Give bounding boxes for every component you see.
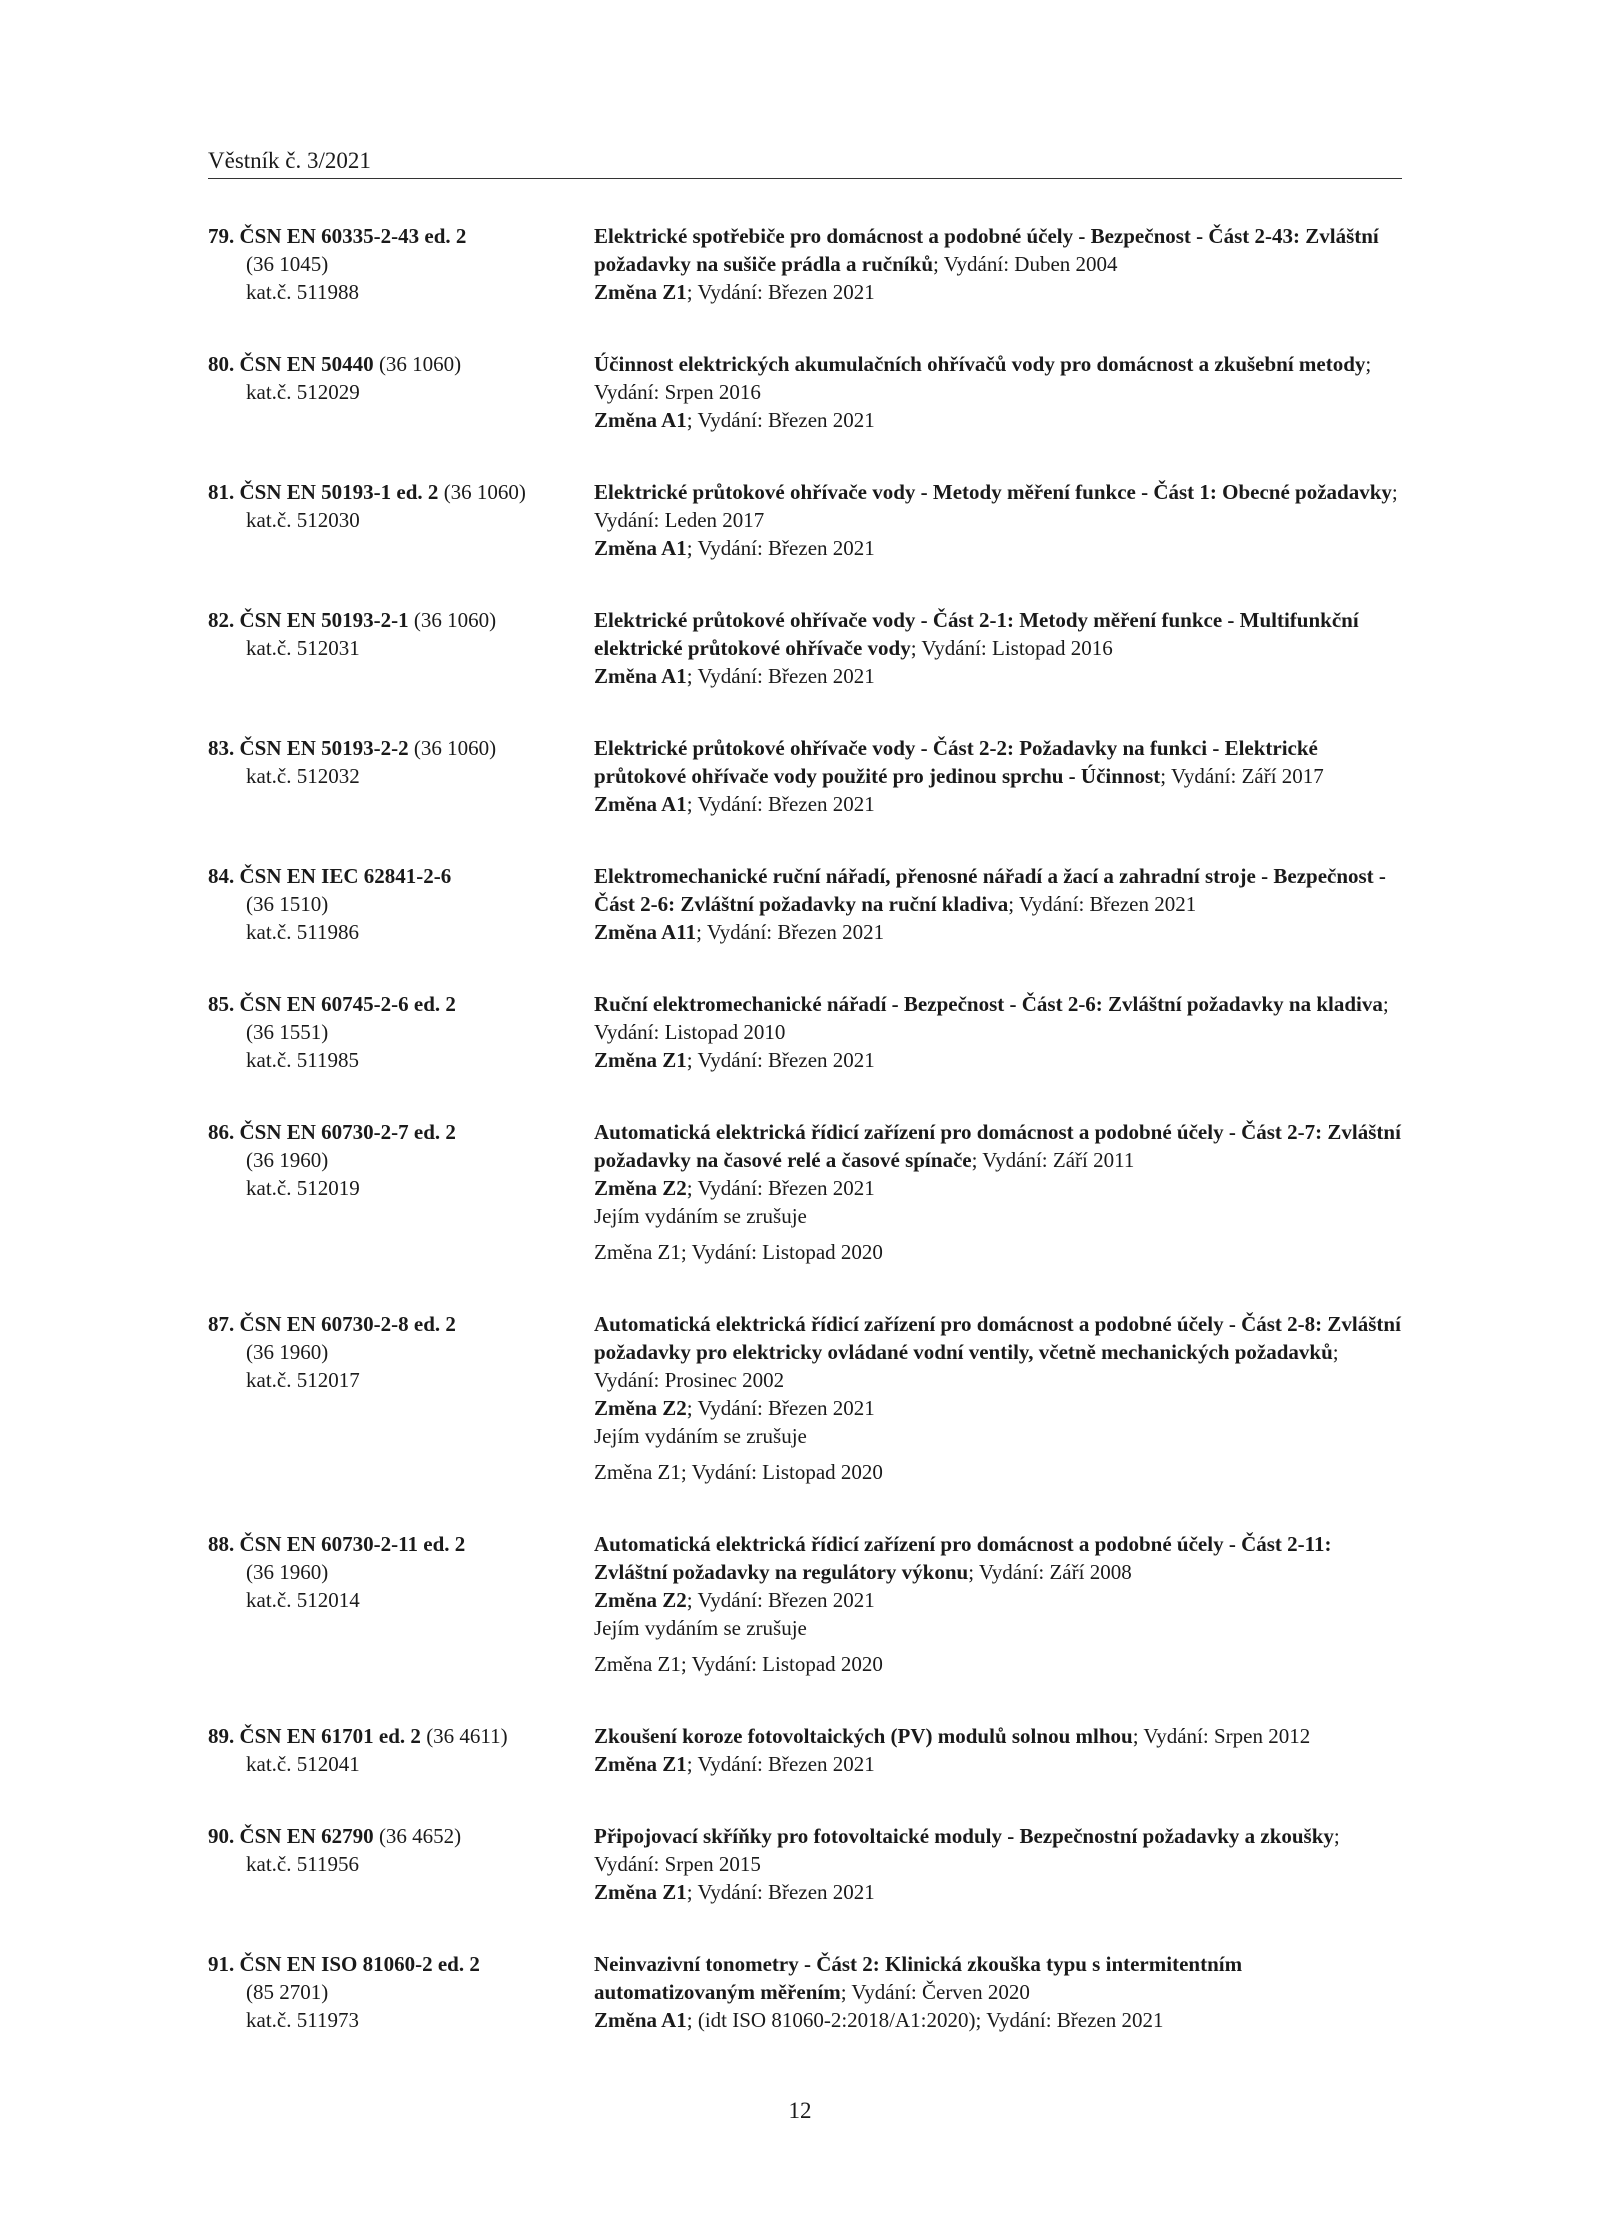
amendment-edition: ; Vydání: Březen 2021 [686, 1396, 875, 1420]
standard-details [594, 862, 1402, 946]
page-header [208, 146, 1402, 179]
standard-edition: ; Vydání: Září 2008 [968, 1560, 1132, 1584]
catalog-number: kat.č. 512014 [246, 1588, 360, 1612]
classification-number: (85 2701) [246, 1980, 329, 2004]
amendment-label: Změna Z2 [594, 1588, 687, 1612]
standard-identifier [208, 606, 594, 690]
amendment-label: Změna Z2 [594, 1396, 687, 1420]
standard-details [594, 1118, 1402, 1266]
standard-title: Automatická elektrická řídicí zařízení pro domácnost a podobné účely - Část 2-8: Zvláštní požadavky pro elektricky ovládané vodní ventily, včetně mechanických požadavků [594, 1312, 1401, 1364]
standard-edition: ; Vydání: Srpen 2015 [594, 1824, 1340, 1876]
standard-code-line [208, 1950, 594, 1978]
standard-details [594, 734, 1402, 818]
amendment-edition: ; Vydání: Březen 2021 [686, 792, 875, 816]
amendment-label: Změna A1 [594, 664, 687, 688]
amendment-line [594, 918, 1402, 946]
amendment-edition: ; Vydání: Březen 2021 [686, 280, 875, 304]
standard-identifier [208, 1722, 594, 1778]
amendment-label: Změna A1 [594, 2008, 687, 2032]
standard-title-line [594, 222, 1402, 278]
standard-edition: ; Vydání: Září 2017 [1160, 764, 1324, 788]
amendment-edition: ; Vydání: Březen 2021 [686, 664, 875, 688]
standard-code-line [208, 350, 594, 378]
standard-code-line [208, 1310, 594, 1338]
standard-code-line [208, 734, 594, 762]
amendment-label: Změna Z1 [594, 1880, 687, 1904]
standard-title: Elektromechanické ruční nářadí, přenosné nářadí a žací a zahradní stroje - Bezpečnost - Část 2-6: Zvláštní požadavky na ruční kladiva [594, 864, 1386, 916]
amendment-line [594, 406, 1402, 434]
amendment-line [594, 1586, 1402, 1614]
cancellation-note: Jejím vydáním se zrušuje [594, 1424, 807, 1448]
standard-edition: ; Vydání: Červen 2020 [840, 1980, 1030, 2004]
standard-title-line [594, 1530, 1402, 1586]
standard-entry [208, 990, 1402, 1074]
standard-entry [208, 1530, 1402, 1678]
amendment-edition: ; Vydání: Březen 2021 [686, 1048, 875, 1072]
standard-code: ČSN EN 50193-1 ed. 2 [239, 480, 439, 504]
standard-title-line [594, 606, 1402, 662]
standard-code: ČSN EN 60335-2-43 ed. 2 [239, 224, 467, 248]
cancelled-amendment: Změna Z1; Vydání: Listopad 2020 [594, 1240, 883, 1264]
classification-number: (36 1960) [246, 1560, 329, 1584]
standard-details [594, 478, 1402, 562]
classification-number: (36 1551) [246, 1020, 329, 1044]
amendment-label: Změna Z2 [594, 1176, 687, 1200]
standard-entry [208, 862, 1402, 946]
amendment-line [594, 1046, 1402, 1074]
standard-code: ČSN EN 60745-2-6 ed. 2 [239, 992, 456, 1016]
standard-code: ČSN EN IEC 62841-2-6 [239, 864, 452, 888]
standard-entry [208, 734, 1402, 818]
standard-entry [208, 222, 1402, 306]
entry-number: 80. [208, 352, 235, 376]
standard-identifier [208, 734, 594, 818]
entry-number: 83. [208, 736, 235, 760]
entry-number: 88. [208, 1532, 235, 1556]
catalog-number: kat.č. 512032 [246, 764, 360, 788]
amendment-label: Změna Z1 [594, 280, 687, 304]
amendment-edition: ; Vydání: Březen 2021 [686, 1176, 875, 1200]
standard-identifier [208, 990, 594, 1074]
catalog-number: kat.č. 512019 [246, 1176, 360, 1200]
standard-title-line [594, 1822, 1402, 1878]
amendment-label: Změna Z1 [594, 1752, 687, 1776]
entry-number: 82. [208, 608, 235, 632]
standard-identifier [208, 862, 594, 946]
catalog-number: kat.č. 511973 [246, 2008, 359, 2032]
catalog-number: kat.č. 511985 [246, 1048, 359, 1072]
standard-details [594, 1310, 1402, 1486]
standard-title-line [594, 1310, 1402, 1394]
standard-code-line [208, 222, 594, 250]
amendment-edition: ; Vydání: Březen 2021 [696, 920, 885, 944]
standard-identifier [208, 478, 594, 562]
standard-edition: ; Vydání: Srpen 2012 [1132, 1724, 1311, 1748]
amendment-label: Změna A1 [594, 408, 687, 432]
classification-number: (36 1960) [246, 1148, 329, 1172]
standard-title-line [594, 1118, 1402, 1174]
standard-entry [208, 606, 1402, 690]
standard-title-line [594, 478, 1402, 534]
classification-inline: (36 1060) [408, 736, 497, 760]
catalog-number: kat.č. 512031 [246, 636, 360, 660]
catalog-number: kat.č. 512041 [246, 1752, 360, 1776]
catalog-number: kat.č. 512030 [246, 508, 360, 532]
amendment-label: Změna Z1 [594, 1048, 687, 1072]
classification-inline: (36 1060) [438, 480, 526, 504]
amendment-label: Změna A11 [594, 920, 697, 944]
catalog-number: kat.č. 511986 [246, 920, 359, 944]
classification-number: (36 1510) [246, 892, 329, 916]
standard-code-line [208, 1530, 594, 1558]
entry-number: 91. [208, 1952, 235, 1976]
standard-identifier [208, 1950, 594, 2034]
standard-edition: ; Vydání: Srpen 2016 [594, 352, 1372, 404]
standard-title: Elektrické průtokové ohřívače vody - Část 2-1: Metody měření funkce - Multifunkční elektrické průtokové ohřívače vody [594, 608, 1359, 660]
standard-code-line [208, 1722, 594, 1750]
standard-title: Ruční elektromechanické nářadí - Bezpečnost - Část 2-6: Zvláštní požadavky na kladiva [594, 992, 1383, 1016]
standard-details [594, 1822, 1402, 1906]
standard-title: Účinnost elektrických akumulačních ohřívačů vody pro domácnost a zkušební metody [594, 352, 1366, 376]
standard-edition: ; Vydání: Leden 2017 [594, 480, 1398, 532]
amendment-line [594, 2006, 1402, 2034]
standard-entry [208, 350, 1402, 434]
amendment-edition: ; Vydání: Březen 2021 [686, 1880, 875, 1904]
standard-title-line [594, 1722, 1402, 1750]
entry-number: 90. [208, 1824, 235, 1848]
catalog-number: kat.č. 512029 [246, 380, 360, 404]
standard-entry [208, 478, 1402, 562]
standard-code: ČSN EN 60730-2-7 ed. 2 [239, 1120, 456, 1144]
standard-title: Neinvazivní tonometry - Část 2: Klinická zkouška typu s intermitentním automatizovaným měřením [594, 1952, 1243, 2004]
standard-title: Připojovací skříňky pro fotovoltaické moduly - Bezpečnostní požadavky a zkoušky [594, 1824, 1334, 1848]
amendment-line [594, 1394, 1402, 1422]
classification-inline: (36 4611) [420, 1724, 508, 1748]
standard-details [594, 222, 1402, 306]
standard-title: Elektrické průtokové ohřívače vody - Metody měření funkce - Část 1: Obecné požadavky [594, 480, 1392, 504]
amendment-line [594, 662, 1402, 690]
cancelled-amendment: Změna Z1; Vydání: Listopad 2020 [594, 1460, 883, 1484]
classification-number: (36 1045) [246, 252, 329, 276]
standard-title-line [594, 734, 1402, 790]
standard-edition: ; Vydání: Prosinec 2002 [594, 1340, 1339, 1392]
standard-edition: ; Vydání: Duben 2004 [933, 252, 1118, 276]
classification-number: (36 1960) [246, 1340, 329, 1364]
standard-code-line [208, 990, 594, 1018]
amendment-line [594, 1174, 1402, 1202]
classification-inline: (36 1060) [373, 352, 462, 376]
standard-code-line [208, 478, 594, 506]
catalog-number: kat.č. 511956 [246, 1852, 359, 1876]
amendment-line [594, 790, 1402, 818]
standard-details [594, 606, 1402, 690]
bulletin-title: Věstník č. 3/2021 [208, 148, 371, 173]
standard-code: ČSN EN 50193-2-1 [239, 608, 409, 632]
standard-title-line [594, 862, 1402, 918]
entry-number: 81. [208, 480, 235, 504]
amendment-edition: ; Vydání: Březen 2021 [686, 536, 875, 560]
standard-edition: ; Vydání: Březen 2021 [1008, 892, 1197, 916]
standard-identifier [208, 222, 594, 306]
standard-code-line [208, 606, 594, 634]
amendment-line [594, 1878, 1402, 1906]
standard-title: Zkoušení koroze fotovoltaických (PV) modulů solnou mlhou [594, 1724, 1133, 1748]
standard-details [594, 1722, 1402, 1778]
amendment-label: Změna A1 [594, 792, 687, 816]
cancelled-amendment: Změna Z1; Vydání: Listopad 2020 [594, 1652, 883, 1676]
standard-entry [208, 1118, 1402, 1266]
amendment-line [594, 278, 1402, 306]
standard-entry [208, 1822, 1402, 1906]
standard-code-line [208, 1822, 594, 1850]
entry-number: 79. [208, 224, 235, 248]
standard-title-line [594, 1950, 1402, 2006]
entry-number: 85. [208, 992, 235, 1016]
standard-entry [208, 1950, 1402, 2034]
amendment-label: Změna A1 [594, 536, 687, 560]
standard-edition: ; Vydání: Září 2011 [971, 1148, 1135, 1172]
standard-code: ČSN EN ISO 81060-2 ed. 2 [239, 1952, 480, 1976]
standard-code: ČSN EN 60730-2-8 ed. 2 [239, 1312, 456, 1336]
standard-code-line [208, 1118, 594, 1146]
standard-title: Elektrické spotřebiče pro domácnost a podobné účely - Bezpečnost - Část 2-43: Zvláštní požadavky na sušiče prádla a ručníků [594, 224, 1379, 276]
standards-list [208, 222, 1402, 2078]
amendment-edition: ; Vydání: Březen 2021 [686, 408, 875, 432]
page-number: 12 [788, 2098, 812, 2123]
catalog-number: kat.č. 512017 [246, 1368, 360, 1392]
standard-edition: ; Vydání: Listopad 2016 [910, 636, 1113, 660]
standard-code: ČSN EN 50440 [239, 352, 374, 376]
standard-code: ČSN EN 60730-2-11 ed. 2 [239, 1532, 466, 1556]
catalog-number: kat.č. 511988 [246, 280, 359, 304]
standard-entry [208, 1310, 1402, 1486]
amendment-edition: ; Vydání: Březen 2021 [686, 1752, 875, 1776]
standard-title-line [594, 990, 1402, 1046]
amendment-edition: ; Vydání: Březen 2021 [686, 1588, 875, 1612]
classification-inline: (36 1060) [408, 608, 497, 632]
standard-code: ČSN EN 50193-2-2 [239, 736, 409, 760]
standard-edition: ; Vydání: Listopad 2010 [594, 992, 1389, 1044]
cancellation-note: Jejím vydáním se zrušuje [594, 1616, 807, 1640]
standard-details [594, 990, 1402, 1074]
standard-details [594, 1950, 1402, 2034]
standard-title-line [594, 350, 1402, 406]
standard-title: Automatická elektrická řídicí zařízení pro domácnost a podobné účely - Část 2-11: Zvláštní požadavky na regulátory výkonu [594, 1532, 1332, 1584]
standard-title: Elektrické průtokové ohřívače vody - Část 2-2: Požadavky na funkci - Elektrické průtokové ohřívače vody použité pro jedinou sprchu - Účinnost [594, 736, 1318, 788]
standard-identifier [208, 1310, 594, 1486]
standard-code: ČSN EN 62790 [239, 1824, 374, 1848]
entry-number: 86. [208, 1120, 235, 1144]
amendment-line [594, 534, 1402, 562]
entry-number: 87. [208, 1312, 235, 1336]
entry-number: 89. [208, 1724, 235, 1748]
standard-identifier [208, 1118, 594, 1266]
cancellation-note: Jejím vydáním se zrušuje [594, 1204, 807, 1228]
standard-identifier [208, 1822, 594, 1906]
standard-identifier [208, 1530, 594, 1678]
amendment-edition: ; (idt ISO 81060-2:2018/A1:2020); Vydání: Březen 2021 [686, 2008, 1164, 2032]
standard-details [594, 350, 1402, 434]
standard-details [594, 1530, 1402, 1678]
entry-number: 84. [208, 864, 235, 888]
classification-inline: (36 4652) [373, 1824, 462, 1848]
standard-code-line [208, 862, 594, 890]
standard-code: ČSN EN 61701 ed. 2 [239, 1724, 421, 1748]
amendment-line [594, 1750, 1402, 1778]
standard-entry [208, 1722, 1402, 1778]
standard-identifier [208, 350, 594, 434]
standard-title: Automatická elektrická řídicí zařízení pro domácnost a podobné účely - Část 2-7: Zvláštní požadavky na časové relé a časové spínače [594, 1120, 1401, 1172]
